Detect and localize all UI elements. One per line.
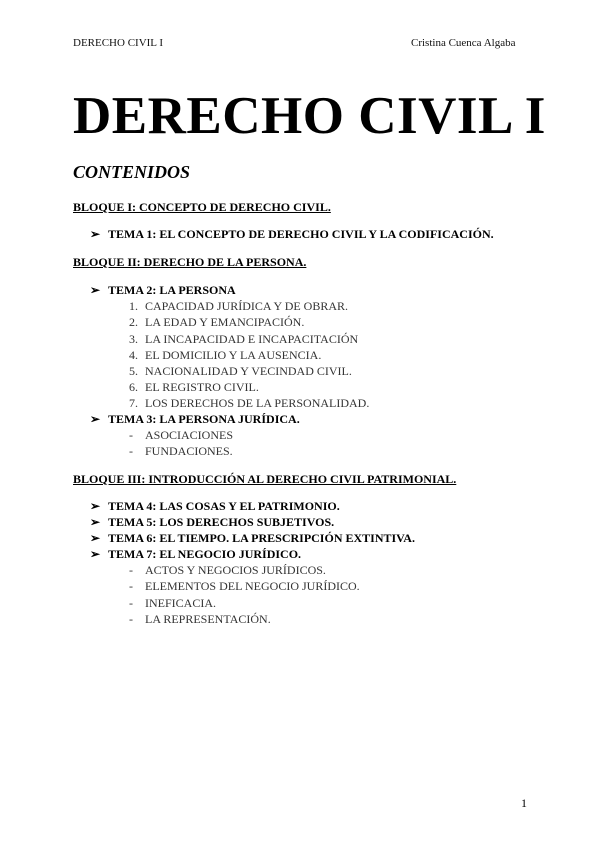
sub-item: EL REGISTRO CIVIL. <box>145 380 259 395</box>
bloque-heading: BLOQUE III: INTRODUCCIÓN AL DERECHO CIVIL PATRIMONIAL. <box>73 472 457 486</box>
list-number: 5. <box>129 364 138 378</box>
sub-item: NACIONALIDAD Y VECINDAD CIVIL. <box>145 364 352 378</box>
bloque-heading: BLOQUE II: DERECHO DE LA PERSONA. <box>73 255 307 269</box>
dash-bullet: - <box>129 595 133 610</box>
sub-item: LOS DERECHOS DE LA PERSONALIDAD. <box>145 396 370 411</box>
sub-item: EL DOMICILIO Y LA AUSENCIA. <box>145 347 322 362</box>
contents-heading: CONTENIDOS <box>73 162 191 182</box>
arrow-bullet-icon: ➢ <box>90 531 101 545</box>
arrow-bullet-icon: ➢ <box>90 547 101 561</box>
sub-item: INEFICACIA. <box>145 595 216 610</box>
sub-item: ASOCIACIONES <box>145 428 234 443</box>
tema-label: TEMA 3: LA PERSONA JURÍDICA. <box>108 412 300 426</box>
sub-item: CAPACIDAD JURÍDICA Y DE OBRAR. <box>145 299 349 314</box>
tema-item <box>90 516 334 528</box>
page-number: 1 <box>521 796 527 810</box>
list-number: 4. <box>129 347 138 362</box>
sub-item: ACTOS Y NEGOCIOS JURÍDICOS. <box>145 563 326 578</box>
sub-item: LA INCAPACIDAD E INCAPACITACIÓN <box>145 331 359 346</box>
tema-item <box>90 413 300 425</box>
dash-bullet: - <box>129 611 133 626</box>
tema-label: TEMA 6: EL TIEMPO. LA PRESCRIPCIÓN EXTINTIVA. <box>108 531 415 545</box>
dash-bullet: - <box>129 428 133 443</box>
list-number: 6. <box>129 380 138 395</box>
tema-item <box>90 500 340 512</box>
bloque-heading: BLOQUE I: CONCEPTO DE DERECHO CIVIL. <box>73 200 331 214</box>
sub-item: LA REPRESENTACIÓN. <box>145 611 271 626</box>
list-number: 3. <box>129 331 138 346</box>
header-left: DERECHO CIVIL I <box>73 37 164 49</box>
tema-item <box>90 548 301 560</box>
arrow-bullet-icon: ➢ <box>90 227 101 241</box>
tema-label: TEMA 7: EL NEGOCIO JURÍDICO. <box>108 547 302 561</box>
tema-label: TEMA 4: LAS COSAS Y EL PATRIMONIO. <box>108 499 340 513</box>
arrow-bullet-icon: ➢ <box>90 412 101 426</box>
dash-bullet: - <box>129 563 133 578</box>
header-right: Cristina Cuenca Algaba <box>411 37 516 49</box>
arrow-bullet-icon: ➢ <box>90 283 101 297</box>
dash-bullet: - <box>129 579 133 594</box>
list-number: 1. <box>129 299 138 314</box>
tema-item <box>90 284 236 296</box>
list-number: 7. <box>129 396 138 411</box>
sub-item: ELEMENTOS DEL NEGOCIO JURÍDICO. <box>145 579 360 594</box>
arrow-bullet-icon: ➢ <box>90 499 101 513</box>
dash-bullet: - <box>129 444 133 459</box>
document-title: DERECHO CIVIL I <box>73 87 546 145</box>
tema-label: TEMA 1: EL CONCEPTO DE DERECHO CIVIL Y LA CODIFICACIÓN. <box>108 227 494 241</box>
tema-item <box>90 228 494 240</box>
arrow-bullet-icon: ➢ <box>90 515 101 529</box>
sub-item: LA EDAD Y EMANCIPACIÓN. <box>145 315 305 330</box>
tema-label: TEMA 2: LA PERSONA <box>108 283 236 297</box>
sub-item: FUNDACIONES. <box>145 444 233 459</box>
tema-item <box>90 532 415 544</box>
tema-label: TEMA 5: LOS DERECHOS SUBJETIVOS. <box>108 515 335 529</box>
list-number: 2. <box>129 315 138 330</box>
